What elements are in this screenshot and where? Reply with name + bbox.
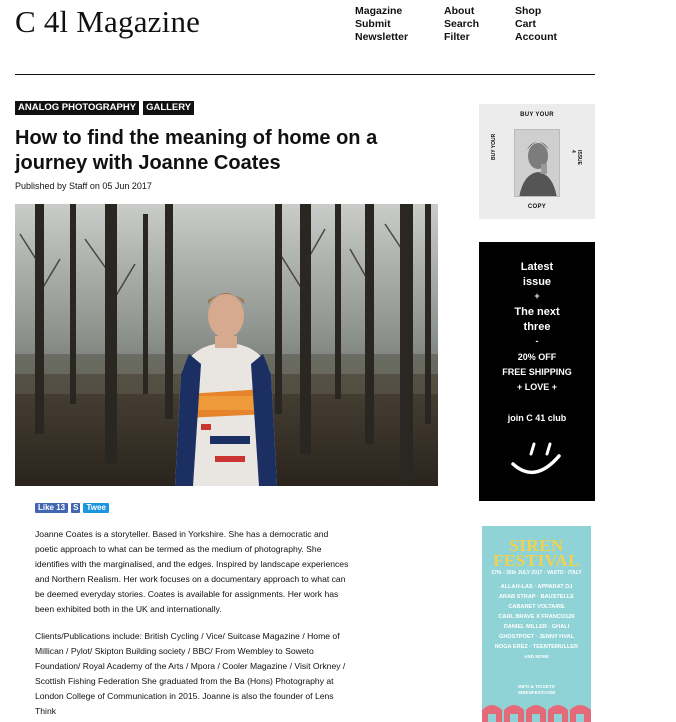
lineup-row: CABARET VOLTAIRE — [508, 604, 565, 610]
festival-lineup — [486, 582, 587, 662]
club-ad-line-7: 20% OFF — [517, 352, 557, 362]
club-ad-line-5: three — [523, 321, 551, 333]
siren-festival-ad[interactable] — [482, 526, 591, 722]
tweet-button[interactable]: Twee — [83, 503, 108, 513]
nav-column-1 — [355, 5, 408, 44]
nav-filter-link[interactable]: Filter — [444, 31, 470, 43]
buy-copy-side-right: ISSUE 4 — [570, 150, 582, 166]
nav-magazine-link[interactable]: Magazine — [355, 5, 403, 17]
lineup-row: ARAB STRAP · BAUSTELLE — [498, 594, 575, 600]
smiley-icon — [509, 440, 565, 480]
article-tags — [15, 101, 194, 115]
buy-copy-heading: BUY YOUR — [520, 112, 554, 118]
social-buttons — [35, 503, 109, 513]
c41-club-ad[interactable] — [479, 242, 595, 501]
header-divider — [15, 74, 595, 75]
article-byline: Published by Staff on 05 Jun 2017 — [15, 181, 152, 191]
magazine-cover-image — [514, 129, 560, 197]
nav-search-link[interactable]: Search — [444, 18, 480, 30]
facebook-like-button[interactable]: Like 13 — [35, 503, 68, 513]
lineup-row: CARL BRAVE X FRANCO126 — [498, 614, 575, 620]
hero-photo-illustration — [15, 204, 438, 486]
lineup-row: ALLAH-LAS · APPARAT DJ — [500, 584, 573, 590]
buy-copy-ad[interactable] — [479, 104, 595, 219]
festival-date: 27th - 30th JULY 2017 · VASTO · ITALY — [491, 570, 582, 576]
lineup-row: GHOSTPOET · JENNY HVAL — [498, 634, 574, 640]
lineup-row: DANIEL MILLER · GHALI — [503, 624, 570, 630]
nav-about-link[interactable]: About — [444, 5, 475, 17]
lineup-and-more: AND MORE — [524, 654, 549, 659]
festival-title-line-2: FESTIVAL — [493, 551, 580, 570]
festival-site: SIRENFEST.COM — [517, 690, 556, 695]
buy-copy-footer: COPY — [527, 204, 547, 210]
nav-submit-link[interactable]: Submit — [355, 18, 391, 30]
buy-copy-side-left: BUY YOUR — [491, 133, 497, 160]
tag-analog-photography[interactable]: ANALOG PHOTOGRAPHY — [15, 101, 139, 115]
club-ad-line-6: - — [535, 336, 539, 346]
article-title: How to find the meaning of home on a journey with Joanne Coates — [15, 127, 378, 174]
festival-arches-graphic — [482, 702, 591, 722]
nav-column-3 — [515, 5, 557, 44]
facebook-share-button[interactable]: S — [73, 503, 79, 512]
club-ad-line-2: issue — [522, 276, 552, 288]
site-logo[interactable]: C 4l Magazine — [15, 4, 201, 39]
nav-account-link[interactable]: Account — [515, 31, 557, 43]
nav-newsletter-link[interactable]: Newsletter — [355, 31, 409, 43]
festival-info-tickets: INFO & TICKETS — [518, 684, 555, 689]
festival-info — [482, 684, 591, 696]
club-ad-line-1: Latest — [520, 261, 554, 273]
nav-shop-link[interactable]: Shop — [515, 5, 542, 17]
article-paragraph-2: Clients/Publications include: British Cycling / Vice/ Suitcase Magazine / Home of Millican / Pylot/ Skipton Building society / BBC/ From Wembley to Soweto Foundation/ Royal Academy of the Arts / Mpora / Cooler Magazine / Visit Orkney / Scottish Fishing Federation She graduated from the Ba (Hons) Photography at London College of Communication in 2015. Joanne is also the founder of Lens Think — [35, 631, 346, 716]
hero-photo — [15, 204, 438, 486]
article-paragraph-1: Joanne Coates is a storyteller. Based in Yorkshire. She has a democratic and poetic approach to what can be termed as the medium of photography. She identifies with the marginalised, and the edges. Inspired by landscape experiences and Northern Realism. Her work focuses on a documentary approach to what can be deemed everyday stories. Coates is available for assignments. Her work has been exhibited both in the UK and internationally. — [35, 529, 349, 614]
club-ad-line-3: + — [534, 291, 540, 301]
tag-gallery[interactable]: GALLERY — [143, 101, 194, 115]
nav-column-2 — [444, 5, 479, 44]
lineup-row: NOGA EREZ · TEENTEMULLER — [494, 644, 579, 650]
club-ad-line-9: + LOVE + — [516, 382, 558, 392]
club-ad-line-4: The next — [514, 306, 560, 318]
club-ad-line-8: FREE SHIPPING — [502, 367, 572, 377]
club-ad-line-10: join C 41 club — [507, 413, 567, 423]
festival-title — [482, 538, 591, 568]
nav-cart-link[interactable]: Cart — [515, 18, 537, 30]
festival-title-line-1: SIREN — [509, 536, 564, 555]
